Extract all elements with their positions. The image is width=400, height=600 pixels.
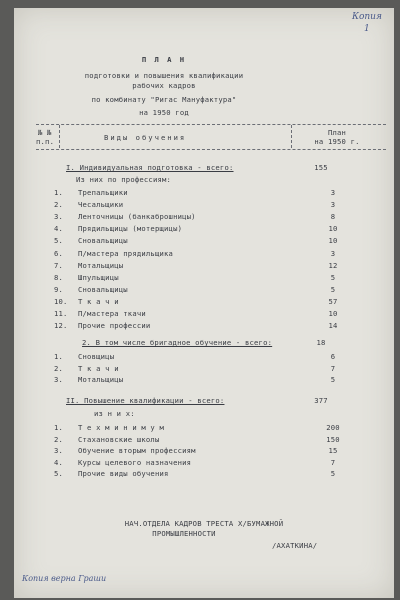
signature-line-1: НАЧ.ОТДЕЛА КАДРОВ ТРЕСТА Х/БУМАЖНОЙ bbox=[124, 519, 284, 528]
item-label: Т е х м и н и м у м bbox=[78, 423, 165, 432]
list-item bbox=[54, 262, 344, 271]
signature-name: /АХАТКИНА/ bbox=[272, 541, 318, 550]
section1-title: I. Индивидуальная подготовка - всего: bbox=[66, 163, 234, 172]
item-value: 10 bbox=[328, 224, 338, 234]
item-value: 10 bbox=[328, 309, 338, 318]
header-line-3: по комбинату "Ригас Мануфактура" bbox=[91, 95, 237, 104]
item-label: Т к а ч и bbox=[78, 296, 119, 306]
item-value: 57 bbox=[328, 296, 338, 306]
item-value: 3 bbox=[330, 248, 336, 258]
item-label: Шпульщицы bbox=[78, 272, 119, 282]
item-value: 15 bbox=[328, 446, 338, 455]
item-label: Прочие виды обучения bbox=[78, 469, 169, 478]
item-value: 3 bbox=[330, 188, 336, 197]
col-plan-head-b: на 1950 г. bbox=[314, 137, 360, 146]
item-value: 5 bbox=[330, 272, 336, 282]
section2-title: 2. В том числе бригадное обучение - всего: bbox=[82, 338, 273, 347]
section3-subtitle: из н и х: bbox=[94, 409, 135, 418]
list-item bbox=[54, 201, 344, 210]
list-item bbox=[54, 274, 344, 283]
item-number: 3. bbox=[54, 375, 64, 384]
signature-line-2: ПРОМЫШЛЕННОСТИ bbox=[152, 529, 216, 538]
list-item bbox=[54, 447, 344, 456]
document-title: П Л А Н bbox=[141, 55, 187, 64]
item-value: 5 bbox=[330, 375, 336, 384]
item-label: Мотальщицы bbox=[78, 260, 124, 270]
item-label: Чесальщики bbox=[78, 200, 124, 210]
item-number: 7. bbox=[54, 260, 64, 270]
col-num-head-b: п.п. bbox=[36, 137, 55, 146]
item-number: 10. bbox=[54, 296, 68, 306]
table-head-rule bbox=[36, 149, 386, 150]
item-number: 2. bbox=[54, 363, 64, 373]
list-item bbox=[54, 250, 344, 259]
list-item bbox=[54, 424, 344, 433]
col-plan-head-a: План bbox=[327, 128, 347, 137]
item-value: 14 bbox=[328, 321, 338, 331]
header-line-4: на 1950 год bbox=[139, 108, 189, 117]
item-number: 3. bbox=[54, 446, 64, 455]
item-label: Стахановские школы bbox=[78, 434, 160, 444]
item-number: 11. bbox=[54, 309, 68, 318]
item-number: 4. bbox=[54, 457, 64, 467]
item-label: Прочие профессии bbox=[78, 321, 151, 331]
table-top-rule bbox=[36, 124, 386, 125]
item-value: 7 bbox=[330, 363, 336, 373]
list-item bbox=[54, 189, 344, 198]
item-label: Сновальщицы bbox=[78, 236, 128, 246]
page-number: 1 bbox=[364, 24, 370, 34]
item-number: 5. bbox=[54, 469, 64, 478]
col-divider-1 bbox=[59, 125, 60, 148]
item-value: 7 bbox=[330, 457, 336, 467]
section1-subtitle: Из них по профессиям: bbox=[76, 175, 172, 184]
bottom-copy-stamp: Копия верна Граши bbox=[22, 574, 107, 583]
item-label: Сновальщицы bbox=[78, 284, 128, 294]
item-value: 3 bbox=[330, 200, 336, 210]
item-value: 150 bbox=[326, 434, 340, 444]
item-number: 5. bbox=[54, 236, 64, 246]
item-value: 8 bbox=[330, 212, 336, 222]
item-label: Трепальщики bbox=[78, 188, 128, 197]
item-number: 1. bbox=[54, 423, 64, 432]
item-value: 5 bbox=[330, 469, 336, 478]
list-item bbox=[54, 322, 344, 331]
list-item bbox=[54, 470, 344, 479]
list-item bbox=[54, 213, 344, 222]
list-item bbox=[54, 310, 344, 319]
list-item bbox=[54, 225, 344, 234]
item-number: 6. bbox=[54, 248, 64, 258]
item-number: 3. bbox=[54, 212, 64, 222]
item-number: 2. bbox=[54, 200, 64, 210]
section3-title: II. Повышение квалификации - всего: bbox=[66, 396, 225, 405]
item-number: 12. bbox=[54, 321, 68, 331]
section3-total: 377 bbox=[314, 396, 328, 405]
copy-mark: Копия bbox=[352, 12, 382, 22]
item-value: 6 bbox=[330, 352, 336, 361]
list-item bbox=[54, 353, 344, 362]
item-number: 9. bbox=[54, 284, 64, 294]
list-item bbox=[54, 298, 344, 307]
item-number: 2. bbox=[54, 434, 64, 444]
item-label: Прядильщицы (мотерщицы) bbox=[78, 224, 183, 234]
item-label: Курсы целевого назначения bbox=[78, 457, 192, 467]
item-value: 200 bbox=[326, 423, 340, 432]
item-number: 1. bbox=[54, 188, 64, 197]
item-label: Т к а ч и bbox=[78, 363, 119, 373]
item-label: Ленточницы (банкаброшницы) bbox=[78, 212, 196, 222]
item-value: 12 bbox=[328, 260, 338, 270]
col-num-head-a: № № bbox=[38, 128, 52, 137]
col-type-head: Виды обучения bbox=[104, 133, 187, 142]
list-item bbox=[54, 459, 344, 468]
item-number: 1. bbox=[54, 352, 64, 361]
col-divider-2 bbox=[291, 125, 292, 148]
item-value: 5 bbox=[330, 284, 336, 294]
list-item bbox=[54, 365, 344, 374]
header-line-2: рабочих кадров bbox=[132, 81, 196, 90]
document-sheet bbox=[14, 8, 394, 598]
section2-total: 18 bbox=[316, 338, 326, 347]
item-label: П/мастера прядильщика bbox=[78, 248, 174, 258]
item-label: Сновщицы bbox=[78, 352, 115, 361]
list-item bbox=[54, 376, 344, 385]
item-label: П/мастера ткачи bbox=[78, 309, 146, 318]
list-item bbox=[54, 237, 344, 246]
item-label: Мотальщицы bbox=[78, 375, 124, 384]
item-value: 10 bbox=[328, 236, 338, 246]
header-line-1: подготовки и повышения квалификации bbox=[84, 71, 244, 80]
list-item bbox=[54, 436, 344, 445]
item-number: 8. bbox=[54, 272, 64, 282]
item-number: 4. bbox=[54, 224, 64, 234]
section1-total: 155 bbox=[314, 163, 328, 172]
list-item bbox=[54, 286, 344, 295]
item-label: Обучение вторым профессиям bbox=[78, 446, 196, 455]
